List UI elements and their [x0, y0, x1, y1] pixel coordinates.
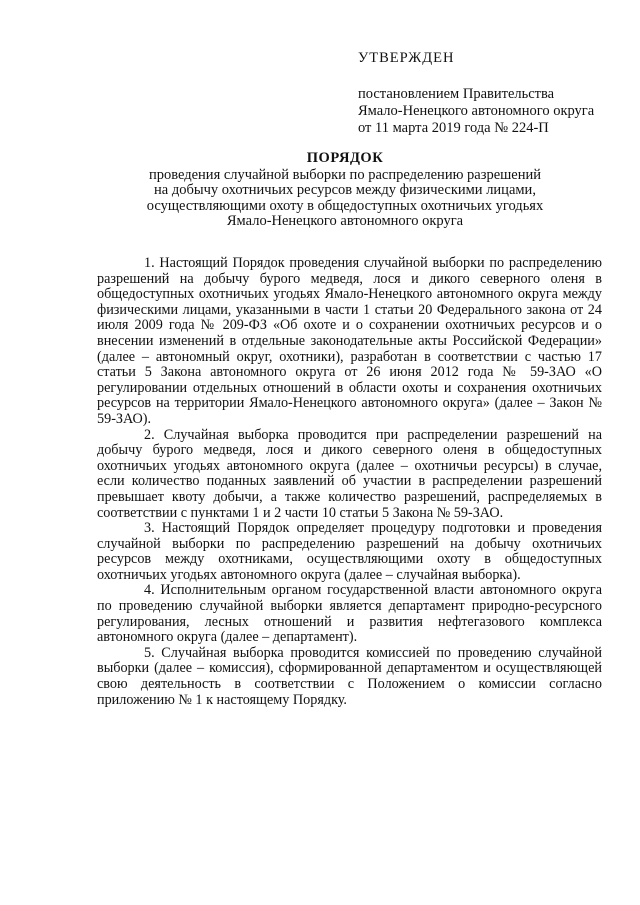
paragraph-2: 2. Случайная выборка проводится при распределении разрешений на добычу бурого медведя, лося и дикого северного оленя в общедоступных охотничьих угодьях автономного округа (далее – охотничьи ресурсы) в случае, если количество поданных заявлений об участии в распределении разрешений превышает квоту добычи, а также количество разрешений, распределяемых в соответствии с пунктами 1 и 2 части 10 статьи 5 Закона № 59-ЗАО. [97, 426, 602, 521]
approval-line: Ямало-Ненецкого автономного округа [358, 103, 595, 119]
approval-block [358, 50, 618, 137]
title-line: осуществляющими охоту в общедоступных охотничьих угодьях [146, 197, 544, 214]
approval-heading: УТВЕРЖДЕН [358, 50, 455, 66]
paragraph-4: 4. Исполнительным органом государственной власти автономного округа по проведению случайной выборки является департамент природно-ресурсного регулирования, лесных отношений и развития нефтегазового комплекса автономного округа (далее – департамент). [97, 582, 602, 646]
approval-line: постановлением Правительства [358, 86, 555, 102]
title-line: на добычу охотничьих ресурсов между физическими лицами, [154, 182, 536, 198]
document-body [97, 256, 602, 708]
paragraph-3: 3. Настоящий Порядок определяет процедуру подготовки и проведения случайной выборки по распределению разрешений на добычу охотничьих ресурсов между охотниками, осуществляющими охоту в общедоступных охотничьих угодьях автономного округа (далее – случайная выборка). [97, 520, 602, 583]
title-main: ПОРЯДОК [306, 150, 384, 166]
approval-line: от 11 марта 2019 года № 224-П [358, 120, 549, 136]
title-line: проведения случайной выборки по распределению разрешений [148, 166, 542, 183]
paragraph-5: 5. Случайная выборка проводится комиссией по проведению случайной выборки (далее – комиссия), сформированной департаментом и осуществляющей свою деятельность в соответствии с Положением о комиссии согласно приложению № 1 к настоящему Порядку. [97, 644, 602, 708]
title-line: Ямало-Ненецкого автономного округа [226, 213, 464, 229]
document-title [130, 151, 560, 230]
paragraph-1: 1. Настоящий Порядок проведения случайной выборки по распределению разрешений на добычу бурого медведя, лося и дикого северного оленя в общедоступных охотничьих угодьях Ямало-Ненецкого автономного округа между физическими лицами, указанными в части 1 статьи 20 Федерального закона от 24 июля 2009 года № 209-ФЗ «Об охоте и о сохранении охотничьих ресурсов и о внесении изменений в отдельные законодательные акты Российской Федерации» (далее – автономный округ, охотники), разработан в соответствии с частью 17 статьи 5 Закона автономного округа от 26 июня 2012 года № 59-ЗАО «О регулировании отдельных отношений в области охоты и сохранения охотничьих ресурсов на территории Ямало-Ненецкого автономного округа» (далее – Закон № 59-ЗАО). [97, 255, 602, 427]
